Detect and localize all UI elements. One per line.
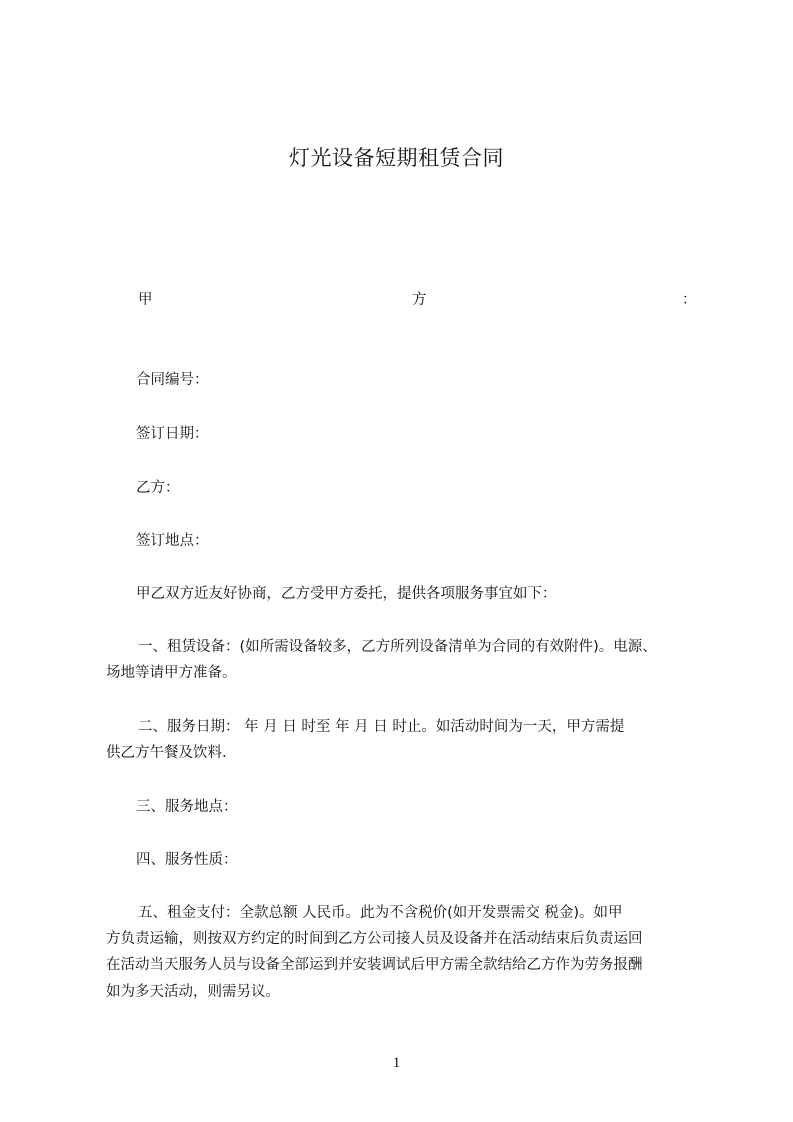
sign-place-label: 签订地点： [136, 533, 209, 549]
clause-4: 四、服务性质： [136, 852, 238, 868]
clause-2-line-1: 二、服务日期： 年 月 日 时至 年 月 日 时止。如活动时间为一天，甲方需提 [138, 719, 625, 735]
clause-2-line-2: 供乙方午餐及饮料. [106, 745, 227, 761]
sign-date-label: 签订日期： [136, 426, 209, 442]
clause-1-line-2: 场地等请甲方准备。 [106, 665, 237, 681]
intro-paragraph: 甲乙双方近友好协商，乙方受甲方委托，提供各项服务事宜如下： [136, 586, 557, 602]
clause-5-line-3: 在活动当天服务人员与设备全部运到并安装调试后甲方需全款结给乙方作为劳务报酬 [106, 957, 643, 973]
party-a-char-2: 方 [412, 292, 427, 308]
page-number: 1 [392, 1055, 401, 1071]
clause-3: 三、服务地点： [136, 799, 238, 815]
party-a-colon: ： [682, 292, 697, 308]
contract-number-label: 合同编号： [136, 372, 209, 388]
clause-5-line-1: 五、租金支付：全款总额 人民币。此为不含税价(如开发票需交 税金)。如甲 [138, 905, 623, 921]
clause-5-line-4: 如为多天活动，则需另议。 [106, 984, 280, 1000]
party-b-label: 乙方： [136, 480, 180, 496]
clause-1-line-1: 一、租赁设备：(如所需设备较多，乙方所列设备清单为合同的有效附件)。电源、 [138, 639, 657, 655]
clause-5-line-2: 方负责运输，则按双方约定的时间到乙方公司接人员及设备并在活动结束后负责运回 [106, 931, 643, 947]
document-title: 灯光设备短期租赁合同 [289, 146, 504, 170]
party-a-char-1: 甲 [138, 292, 153, 308]
